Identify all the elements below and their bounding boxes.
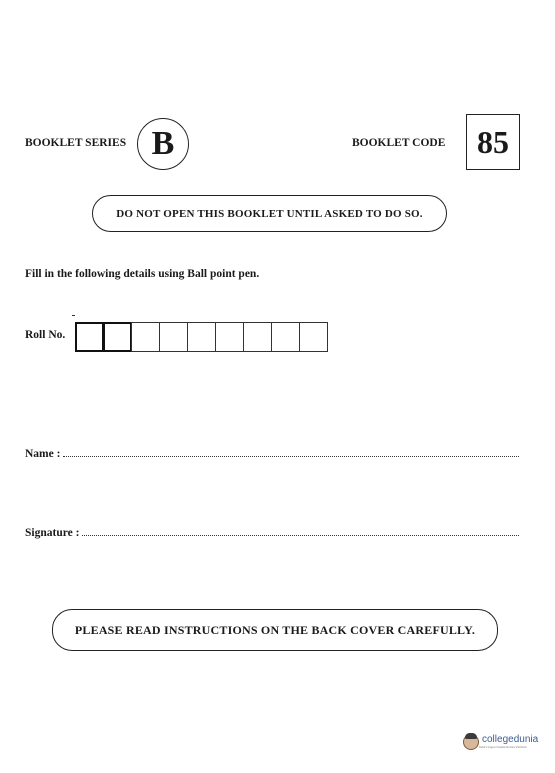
- name-label: Name :: [25, 448, 61, 460]
- logo-tagline: India's largest Student Review Platform: [479, 745, 527, 749]
- booklet-series-value: B: [137, 118, 189, 170]
- roll-digit-box[interactable]: [103, 322, 132, 352]
- name-field[interactable]: [25, 447, 519, 460]
- booklet-code-value: 85: [466, 114, 520, 170]
- logo-name: collegedunia: [482, 734, 539, 745]
- roll-digit-box[interactable]: [187, 322, 216, 352]
- collegedunia-logo: [463, 734, 538, 750]
- roll-digit-box[interactable]: [131, 322, 160, 352]
- signature-label: Signature :: [25, 527, 80, 539]
- logo-text-block: [479, 735, 538, 749]
- roll-digit-box[interactable]: [159, 322, 188, 352]
- booklet-code-label: BOOKLET CODE: [352, 137, 446, 149]
- fill-instruction: Fill in the following details using Ball point pen.: [25, 268, 260, 280]
- booklet-series-label: BOOKLET SERIES: [25, 137, 127, 149]
- notice-read-instructions: PLEASE READ INSTRUCTIONS ON THE BACK COVER CAREFULLY.: [52, 609, 498, 651]
- notice-do-not-open: DO NOT OPEN THIS BOOKLET UNTIL ASKED TO DO SO.: [92, 195, 447, 232]
- signature-dotted-line[interactable]: [82, 526, 519, 536]
- roll-digit-box[interactable]: [215, 322, 244, 352]
- roll-digit-box[interactable]: [243, 322, 272, 352]
- student-avatar-icon: [463, 734, 479, 750]
- roll-digit-box[interactable]: [271, 322, 300, 352]
- roll-digit-box[interactable]: [75, 322, 104, 352]
- roll-number-boxes[interactable]: [76, 322, 328, 352]
- stray-mark: [72, 315, 75, 316]
- signature-field[interactable]: [25, 526, 519, 539]
- roll-digit-box[interactable]: [299, 322, 328, 352]
- roll-number-label: Roll No.: [25, 329, 66, 341]
- name-dotted-line[interactable]: [63, 447, 519, 457]
